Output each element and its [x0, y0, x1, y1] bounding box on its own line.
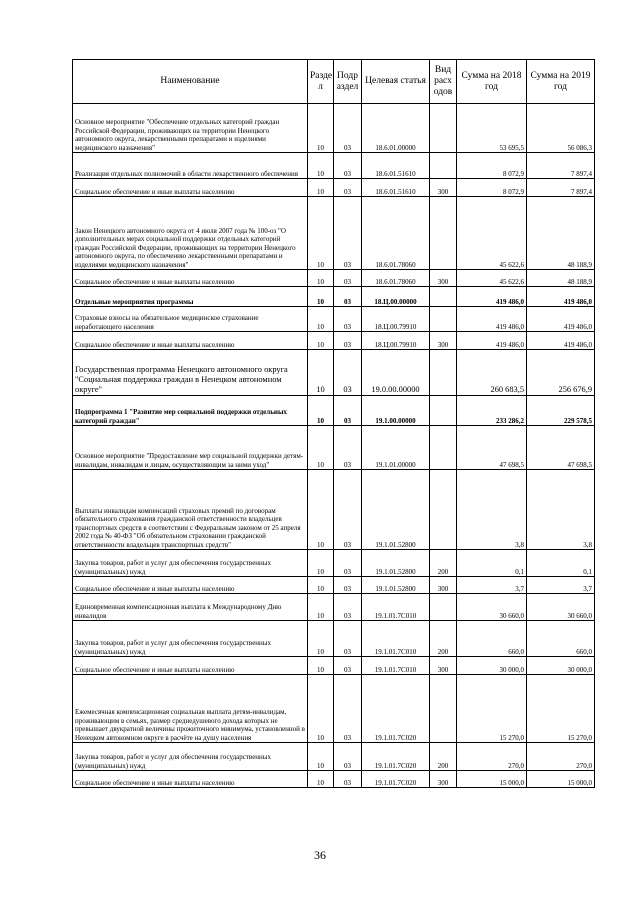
table-header-row: [73, 60, 595, 104]
row-section: 10: [308, 743, 334, 771]
row-sum-2019: 30 000,0: [527, 657, 595, 675]
row-section: 10: [308, 470, 334, 550]
table-row: [73, 470, 595, 550]
row-section: 10: [308, 332, 334, 350]
row-sum-2018: 30 660,0: [457, 594, 527, 621]
row-expense-type: [430, 307, 457, 332]
row-target-article: 18.Ц.00.79910: [362, 332, 430, 350]
row-section: 10: [308, 771, 334, 788]
row-name: Страховые взносы на обязательное медицинское страхование неработающего населения: [73, 307, 308, 332]
row-expense-type: [430, 153, 457, 179]
row-name: Закон Ненецкого автономного округа от 4 июля 2007 года № 100-оз "О дополнительных мерах социальной поддержки отдельных категорий граждан Российской Федерации, проживающих на территории Ненецкого автономного округа, по обеспечению лекарственными препаратами и изделиями медицинского назначения": [73, 197, 308, 270]
row-target-article: 19.1.01.52800: [362, 577, 430, 594]
row-sum-2018: 233 286,2: [457, 396, 527, 426]
table-row: [73, 550, 595, 577]
row-sum-2018: 8 072,9: [457, 153, 527, 179]
row-target-article: 19.1.01.7C020: [362, 771, 430, 788]
row-name: Реализация отдельных полномочий в области лекарственного обеспечения: [73, 153, 308, 179]
row-expense-type: [430, 594, 457, 621]
row-target-article: 18.6.01.00000: [362, 104, 430, 153]
row-name: Подпрограмма 1 "Развитие мер социальной поддержки отдельных категорий граждан": [73, 396, 308, 426]
row-section: 10: [308, 197, 334, 270]
table-row: [73, 396, 595, 426]
row-sum-2019: 0,1: [527, 550, 595, 577]
row-sum-2018: 660,0: [457, 621, 527, 657]
row-sum-2019: 15 270,0: [527, 675, 595, 743]
row-sum-2019: 660,0: [527, 621, 595, 657]
table-row: [73, 743, 595, 771]
row-name: Социальное обеспечение и иные выплаты населению: [73, 270, 308, 287]
row-sum-2019: 3,7: [527, 577, 595, 594]
page-number: 36: [314, 848, 326, 862]
row-sum-2019: 3,8: [527, 470, 595, 550]
row-sum-2019: 419 486,0: [527, 332, 595, 350]
header-subsection: Подр аздел: [334, 60, 362, 104]
table-row: [73, 621, 595, 657]
row-subsection: 03: [334, 470, 362, 550]
row-section: 10: [308, 594, 334, 621]
row-expense-type: [430, 396, 457, 426]
row-target-article: 18.Ц.00.79910: [362, 307, 430, 332]
row-sum-2019: 419 486,0: [527, 287, 595, 307]
row-name: Отдельные мероприятия программы: [73, 287, 308, 307]
table-row: [73, 350, 595, 396]
row-name: Социальное обеспечение и иные выплаты населению: [73, 657, 308, 675]
row-section: 10: [308, 179, 334, 197]
header-expense-type: Вид расх одов: [430, 60, 457, 104]
row-subsection: 03: [334, 771, 362, 788]
row-target-article: 19.1.01.52800: [362, 550, 430, 577]
row-name: Основное мероприятие "Предоставление мер социальной поддержки детям-инвалидам, инвалидам и лицам, осуществляющим за ними уход": [73, 426, 308, 470]
row-name: Закупка товаров, работ и услуг для обеспечения государственных (муниципальных) нужд: [73, 550, 308, 577]
row-section: 10: [308, 104, 334, 153]
table-row: [73, 657, 595, 675]
row-sum-2018: 0,1: [457, 550, 527, 577]
row-target-article: 19.1.01.00000: [362, 426, 430, 470]
row-sum-2018: 15 000,0: [457, 771, 527, 788]
table-row: [73, 771, 595, 788]
row-sum-2019: 7 897,4: [527, 153, 595, 179]
table-row: [73, 307, 595, 332]
row-sum-2018: 3,7: [457, 577, 527, 594]
row-subsection: 03: [334, 270, 362, 287]
row-target-article: 19.1.01.52800: [362, 470, 430, 550]
row-sum-2018: 419 486,0: [457, 307, 527, 332]
row-section: 10: [308, 396, 334, 426]
row-target-article: 18.6.01.78060: [362, 270, 430, 287]
row-section: 10: [308, 550, 334, 577]
row-subsection: 03: [334, 657, 362, 675]
row-subsection: 03: [334, 675, 362, 743]
row-name: Закупка товаров, работ и услуг для обеспечения государственных (муниципальных) нужд: [73, 743, 308, 771]
row-expense-type: [430, 350, 457, 396]
row-expense-type: [430, 104, 457, 153]
header-sum-2019: Сумма на 2019 год: [527, 60, 595, 104]
row-name: Единовременная компенсационная выплата к Международному Дню инвалидов: [73, 594, 308, 621]
row-expense-type: [430, 287, 457, 307]
row-sum-2019: 256 676,9: [527, 350, 595, 396]
row-sum-2018: 45 622,6: [457, 270, 527, 287]
budget-table: [72, 59, 595, 788]
row-sum-2018: 419 486,0: [457, 332, 527, 350]
row-section: 10: [308, 270, 334, 287]
row-sum-2018: 419 486,0: [457, 287, 527, 307]
row-name: Социальное обеспечение и иные выплаты населению: [73, 771, 308, 788]
header-name: Наименование: [73, 60, 308, 104]
row-sum-2019: 56 086,3: [527, 104, 595, 153]
row-sum-2018: 260 683,5: [457, 350, 527, 396]
row-expense-type: 300: [430, 179, 457, 197]
row-expense-type: 300: [430, 332, 457, 350]
row-subsection: 03: [334, 104, 362, 153]
row-name: Ежемесячная компенсационная социальная выплата детям-инвалидам, проживающим в семьях, размер среднедушевого дохода которых не превышает двукратной величины прожиточного минимума, установленной в Ненецком автономном округе в расчёте на душу населения: [73, 675, 308, 743]
row-target-article: 19.1.01.7C020: [362, 675, 430, 743]
row-sum-2019: 48 188,9: [527, 197, 595, 270]
row-name: Выплаты инвалидам компенсаций страховых премий по договорам обязательного страхования гражданской ответственности владельцев транспортных средств в соответствии с Федеральным законом от 25 апреля 2002 года № 40-ФЗ "Об обязательном страховании гражданской ответственности владельцев транспортных средств": [73, 470, 308, 550]
table-row: [73, 287, 595, 307]
table-row: [73, 426, 595, 470]
row-subsection: 03: [334, 621, 362, 657]
row-sum-2018: 45 622,6: [457, 197, 527, 270]
row-sum-2018: 15 270,0: [457, 675, 527, 743]
row-subsection: 03: [334, 197, 362, 270]
row-section: 10: [308, 621, 334, 657]
row-sum-2018: 53 695,5: [457, 104, 527, 153]
row-expense-type: 300: [430, 270, 457, 287]
row-expense-type: 200: [430, 550, 457, 577]
row-name: Основное мероприятие "Обеспечение отдельных категорий граждан Российской Федерации, проживающих на территории Ненецкого автономного округа, лекарственными препаратами и изделиями медицинского назначения": [73, 104, 308, 153]
row-expense-type: 300: [430, 657, 457, 675]
row-expense-type: [430, 426, 457, 470]
table-row: [73, 332, 595, 350]
row-sum-2019: 30 660,0: [527, 594, 595, 621]
row-name: Закупка товаров, работ и услуг для обеспечения государственных (муниципальных) нужд: [73, 621, 308, 657]
row-subsection: 03: [334, 743, 362, 771]
row-section: 10: [308, 657, 334, 675]
table-row: [73, 104, 595, 153]
budget-table-container: [72, 59, 594, 788]
row-expense-type: [430, 675, 457, 743]
header-target-article: Целевая статья: [362, 60, 430, 104]
row-name: Социальное обеспечение и иные выплаты населению: [73, 577, 308, 594]
row-subsection: 03: [334, 550, 362, 577]
table-row: [73, 179, 595, 197]
row-section: 10: [308, 426, 334, 470]
row-sum-2019: 270,0: [527, 743, 595, 771]
row-target-article: 18.6.01.78060: [362, 197, 430, 270]
row-target-article: 19.1.00.00000: [362, 396, 430, 426]
row-sum-2018: 270,0: [457, 743, 527, 771]
row-name: Государственная программа Ненецкого автономного округа "Социальная поддержка граждан в Ненецком автономном округе": [73, 350, 308, 396]
row-subsection: 03: [334, 426, 362, 470]
row-subsection: 03: [334, 577, 362, 594]
row-target-article: 18.6.01.51610: [362, 179, 430, 197]
row-name: Социальное обеспечение и иные выплаты населению: [73, 179, 308, 197]
row-target-article: 18.6.01.51610: [362, 153, 430, 179]
row-target-article: 19.1.01.7C010: [362, 621, 430, 657]
header-sum-2018: Сумма на 2018 год: [457, 60, 527, 104]
row-section: 10: [308, 577, 334, 594]
row-target-article: 18.Ц.00.00000: [362, 287, 430, 307]
row-section: 10: [308, 675, 334, 743]
row-subsection: 03: [334, 307, 362, 332]
row-expense-type: 300: [430, 771, 457, 788]
table-row: [73, 577, 595, 594]
row-section: 10: [308, 287, 334, 307]
row-expense-type: 200: [430, 621, 457, 657]
row-sum-2019: 229 578,5: [527, 396, 595, 426]
row-section: 10: [308, 153, 334, 179]
row-section: 10: [308, 350, 334, 396]
row-sum-2019: 7 897,4: [527, 179, 595, 197]
row-expense-type: 200: [430, 743, 457, 771]
row-name: Социальное обеспечение и иные выплаты населению: [73, 332, 308, 350]
row-expense-type: 300: [430, 577, 457, 594]
row-expense-type: [430, 470, 457, 550]
row-sum-2018: 8 072,9: [457, 179, 527, 197]
row-sum-2018: 47 698,5: [457, 426, 527, 470]
row-sum-2019: 15 000,0: [527, 771, 595, 788]
row-section: 10: [308, 307, 334, 332]
table-row: [73, 675, 595, 743]
row-expense-type: [430, 197, 457, 270]
table-row: [73, 197, 595, 270]
row-subsection: 03: [334, 179, 362, 197]
table-row: [73, 594, 595, 621]
row-target-article: 19.1.01.7C010: [362, 657, 430, 675]
row-target-article: 19.1.01.7C020: [362, 743, 430, 771]
row-subsection: 03: [334, 287, 362, 307]
row-target-article: 19.0.00.00000: [362, 350, 430, 396]
row-sum-2018: 30 000,0: [457, 657, 527, 675]
table-row: [73, 270, 595, 287]
table-row: [73, 153, 595, 179]
header-section: Разде л: [308, 60, 334, 104]
row-subsection: 03: [334, 350, 362, 396]
row-subsection: 03: [334, 153, 362, 179]
row-sum-2019: 47 698,5: [527, 426, 595, 470]
row-subsection: 03: [334, 594, 362, 621]
row-subsection: 03: [334, 332, 362, 350]
row-sum-2019: 419 486,0: [527, 307, 595, 332]
row-target-article: 19.1.01.7C010: [362, 594, 430, 621]
row-sum-2018: 3,8: [457, 470, 527, 550]
row-sum-2019: 48 188,9: [527, 270, 595, 287]
row-subsection: 03: [334, 396, 362, 426]
